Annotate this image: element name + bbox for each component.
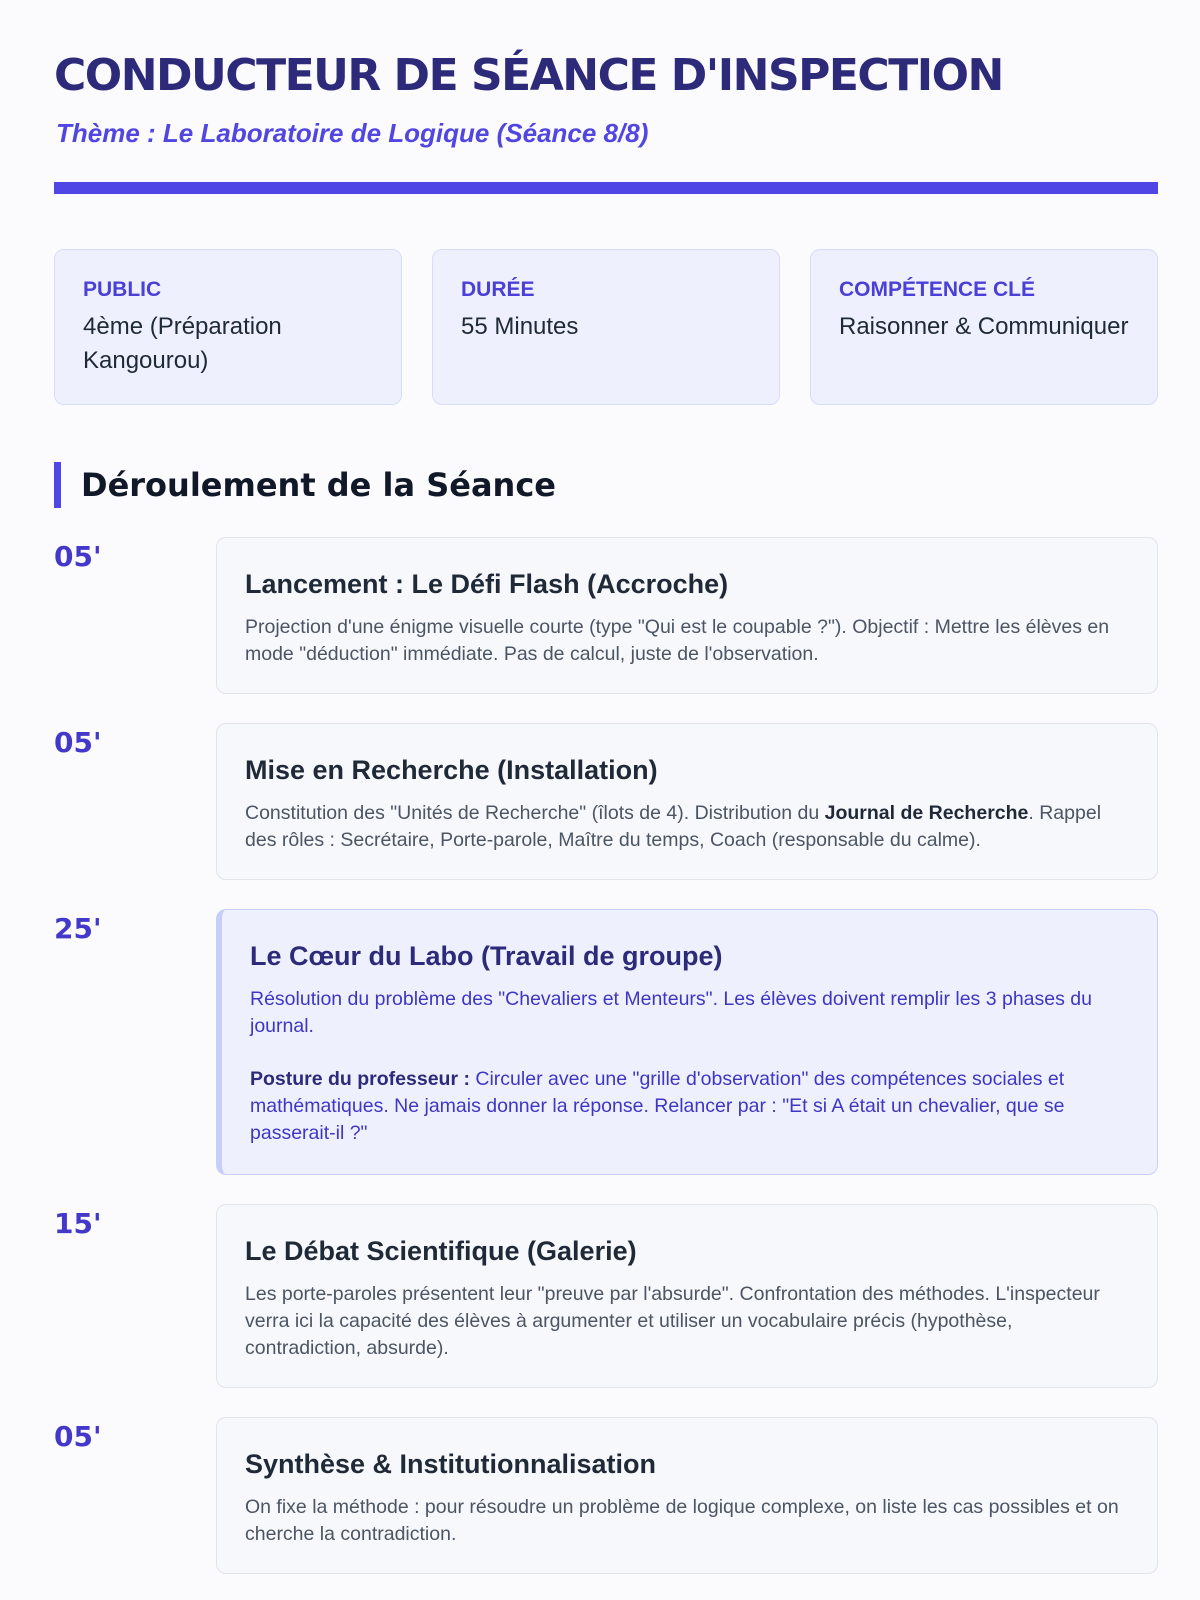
step-time: 25' (54, 912, 102, 945)
info-card-value: 55 Minutes (461, 313, 579, 340)
section-accent-bar (54, 462, 61, 508)
step-description-text: . Rappel des rôles : Secrétaire, Porte-parole, Maître du temps, Coach (responsable du calme). (245, 802, 1102, 851)
step-title: Synthèse & Institutionnalisation (245, 1449, 657, 1479)
step-description-emphasis: Journal de Recherche (824, 802, 1029, 824)
info-card-public (54, 249, 402, 405)
step-time: 15' (54, 1207, 102, 1240)
step-title: Mise en Recherche (Installation) (245, 755, 658, 785)
info-card-duration (432, 249, 780, 405)
step-title: Le Débat Scientifique (Galerie) (245, 1236, 637, 1266)
teacher-posture-note (250, 1066, 1129, 1147)
step-time: 05' (54, 540, 102, 573)
step-card-setup (216, 723, 1158, 880)
step-title: Lancement : Le Défi Flash (Accroche) (245, 569, 729, 599)
page-title: CONDUCTEUR DE SÉANCE D'INSPECTION (54, 50, 1003, 101)
step-description-text: Constitution des "Unités de Recherche" (îlots de 4). Distribution du (245, 802, 825, 824)
step-card-launch (216, 537, 1158, 694)
info-card-value: 4ème (Préparation Kangourou) (83, 313, 282, 374)
step-description: On fixe la méthode : pour résoudre un problème de logique complexe, on liste les cas possibles et on cherche la contradiction. (245, 1496, 1119, 1545)
step-time: 05' (54, 1420, 102, 1453)
info-card-label: PUBLIC (83, 278, 162, 301)
teacher-posture-text: Circuler avec une "grille d'observation" des compétences sociales et mathématiques. Ne jamais donner la réponse. Relancer par : "Et si A était un chevalier, que se passerait-il ?" (250, 1068, 1065, 1144)
teacher-posture-label: Posture du professeur : (250, 1068, 470, 1090)
page-subtitle: Thème : Le Laboratoire de Logique (Séance 8/8) (56, 118, 649, 148)
step-card-group-work (216, 909, 1158, 1175)
info-card-competence (810, 249, 1158, 405)
step-title: Le Cœur du Labo (Travail de groupe) (250, 941, 723, 971)
info-card-label: DURÉE (461, 278, 535, 301)
step-description: Projection d'une énigme visuelle courte (type "Qui est le coupable ?"). Objectif : Mettre les élèves en mode "déduction" immédiate. Pas de calcul, juste de l'observation. (245, 616, 1110, 665)
section-title: Déroulement de la Séance (81, 466, 556, 504)
info-card-value: Raisonner & Communiquer (839, 313, 1129, 340)
step-description: Les porte-paroles présentent leur "preuve par l'absurde". Confrontation des méthodes. L'inspecteur verra ici la capacité des élèves à argumenter et utiliser un vocabulaire précis (hypothèse, contradiction, absurde). (245, 1283, 1100, 1359)
step-description: Résolution du problème des "Chevaliers et Menteurs". Les élèves doivent remplir les 3 phases du journal. (250, 988, 1092, 1037)
header-divider (54, 182, 1158, 194)
step-card-synthesis (216, 1417, 1158, 1574)
step-time: 05' (54, 726, 102, 759)
info-card-label: COMPÉTENCE CLÉ (839, 278, 1036, 301)
step-description (245, 800, 1129, 854)
step-card-debate (216, 1204, 1158, 1388)
